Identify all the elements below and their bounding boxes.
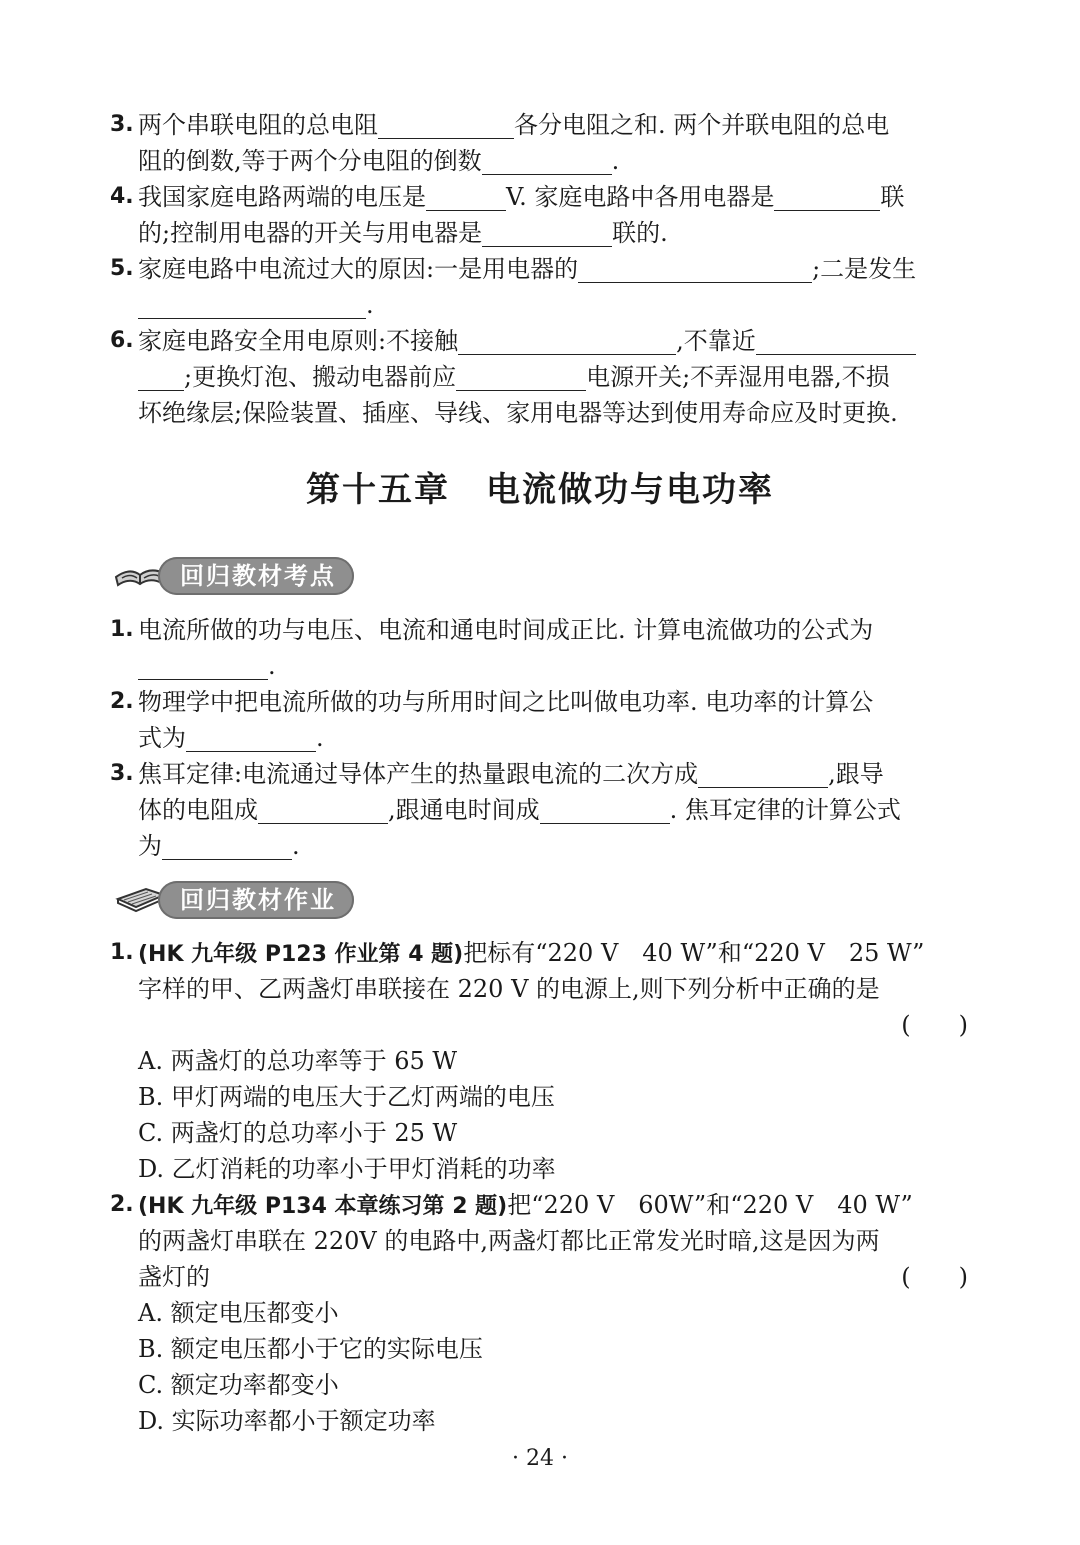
answer-parentheses[interactable]: ( ) — [901, 1263, 968, 1291]
s2-q1-answer-line — [0, 1007, 1080, 1043]
question-number: 5. — [110, 256, 134, 281]
answer-blank[interactable] — [426, 184, 506, 211]
s2-q2-line2 — [0, 1223, 1080, 1259]
question-number: 1. — [110, 940, 134, 965]
s1-q3-line1 — [0, 756, 1080, 792]
s2-q2-option-b — [0, 1331, 1080, 1367]
section-label: 回归教材考点 — [158, 557, 354, 595]
answer-blank[interactable] — [482, 148, 612, 175]
question-text: 字样的甲、乙两盏灯串联接在 220 V 的电源上,则下列分析中正确的是 — [138, 975, 880, 1003]
s2-q2-line1 — [0, 1187, 1080, 1223]
answer-blank[interactable] — [378, 112, 514, 139]
question-text: 家庭电路安全用电原则:不接触 — [138, 327, 459, 355]
answer-blank[interactable] — [482, 220, 612, 247]
choice-option[interactable]: D. 乙灯消耗的功率小于甲灯消耗的功率 — [138, 1155, 556, 1183]
s2-q2-option-d — [0, 1403, 1080, 1439]
answer-blank[interactable] — [186, 725, 316, 752]
section-label: 回归教材作业 — [158, 881, 354, 919]
s2-q1-line2 — [0, 971, 1080, 1007]
question-number: 6. — [110, 328, 134, 353]
s1-q2-line2 — [0, 720, 1080, 756]
answer-blank[interactable] — [774, 184, 880, 211]
question-reference: (HK 九年级 P123 作业第 4 题) — [138, 942, 464, 967]
choice-option[interactable]: B. 额定电压都小于它的实际电压 — [138, 1335, 483, 1363]
question-text: ;二是发生 — [812, 255, 917, 283]
question-text: ,跟导 — [828, 760, 884, 788]
question-text: 电流所做的功与电压、电流和通电时间成正比. 计算电流做功的公式为 — [138, 616, 874, 644]
question-text: 联 — [880, 183, 905, 211]
q4-line1 — [0, 179, 1080, 215]
page-number: · 24 · — [512, 1446, 568, 1471]
q5-line1 — [0, 251, 1080, 287]
answer-blank[interactable] — [578, 256, 812, 283]
question-text: . — [292, 832, 300, 860]
q4-line2 — [0, 215, 1080, 251]
q5-line2 — [0, 287, 1080, 323]
question-text: 物理学中把电流所做的功与所用时间之比叫做电功率. 电功率的计算公 — [138, 688, 874, 716]
question-number: 2. — [110, 1192, 134, 1217]
choice-option[interactable]: A. 两盏灯的总功率等于 65 W — [138, 1047, 458, 1075]
section-header-textbook-homework — [112, 880, 354, 920]
answer-blank[interactable] — [258, 797, 388, 824]
s2-q2-option-a — [0, 1295, 1080, 1331]
question-text: 的两盏灯串联在 220V 的电路中,两盏灯都比正常发光时暗,这是因为两 — [138, 1227, 880, 1255]
s1-q2-line1 — [0, 684, 1080, 720]
question-text: ,不靠近 — [676, 327, 756, 355]
q6-line1 — [0, 323, 1080, 359]
question-text: V. 家庭电路中各用电器是 — [506, 183, 775, 211]
s1-q3-line2 — [0, 792, 1080, 828]
question-text: ;更换灯泡、搬动电器前应 — [184, 363, 457, 391]
question-text: 焦耳定律:电流通过导体产生的热量跟电流的二次方成 — [138, 760, 699, 788]
s2-q1-line1 — [0, 935, 1080, 971]
answer-blank[interactable] — [138, 364, 184, 391]
question-text: . — [316, 724, 324, 752]
choice-option[interactable]: B. 甲灯两端的电压大于乙灯两端的电压 — [138, 1083, 555, 1111]
question-number: 3. — [110, 112, 134, 137]
choice-option[interactable]: C. 额定功率都变小 — [138, 1371, 339, 1399]
question-number: 2. — [110, 689, 134, 714]
s2-q2-option-c — [0, 1367, 1080, 1403]
question-text: 盏灯的 — [138, 1263, 210, 1291]
q3-line2 — [0, 143, 1080, 179]
question-text: . — [366, 291, 374, 319]
question-text: . 焦耳定律的计算公式 — [669, 796, 901, 824]
question-text: 坏绝缘层;保险装置、插座、导线、家用电器等达到使用寿命应及时更换. — [138, 399, 898, 427]
answer-blank[interactable] — [162, 833, 292, 860]
question-text: . — [268, 652, 276, 680]
question-text: ,跟通电时间成 — [388, 796, 540, 824]
question-text: 阻的倒数,等于两个分电阻的倒数 — [138, 147, 482, 175]
question-text: 体的电阻成 — [138, 796, 258, 824]
question-number: 4. — [110, 184, 134, 209]
question-reference: (HK 九年级 P134 本章练习第 2 题) — [138, 1194, 508, 1219]
s1-q3-line3 — [0, 828, 1080, 864]
section-header-textbook-points — [112, 556, 354, 596]
question-text: 电源开关;不弄湿用电器,不损 — [586, 363, 890, 391]
answer-parentheses[interactable]: ( ) — [901, 1011, 968, 1039]
s2-q1-option-c — [0, 1115, 1080, 1151]
question-text: 我国家庭电路两端的电压是 — [138, 183, 426, 211]
question-text: 的;控制用电器的开关与用电器是 — [138, 219, 483, 247]
question-text: 把标有“220 V 40 W”和“220 V 25 W” — [463, 939, 925, 967]
question-text: 联的. — [612, 219, 668, 247]
question-text: . — [611, 147, 620, 175]
s2-q2-line3 — [0, 1259, 1080, 1295]
question-number: 3. — [110, 761, 134, 786]
question-number: 1. — [110, 617, 134, 642]
question-text: 两个串联电阻的总电阻 — [138, 111, 378, 139]
answer-blank[interactable] — [456, 364, 586, 391]
answer-blank[interactable] — [540, 797, 670, 824]
chapter-title: 第十五章 电流做功与电功率 — [306, 470, 774, 510]
question-text: 式为 — [138, 724, 186, 752]
choice-option[interactable]: A. 额定电压都变小 — [138, 1299, 339, 1327]
answer-blank[interactable] — [138, 653, 268, 680]
question-text: 为 — [138, 832, 162, 860]
s2-q1-option-a — [0, 1043, 1080, 1079]
choice-option[interactable]: C. 两盏灯的总功率小于 25 W — [138, 1119, 458, 1147]
answer-blank[interactable] — [698, 761, 828, 788]
answer-blank[interactable] — [458, 328, 676, 355]
q6-line3 — [0, 395, 1080, 431]
s2-q1-option-b — [0, 1079, 1080, 1115]
s1-q1-line1 — [0, 612, 1080, 648]
s1-q1-line2 — [0, 648, 1080, 684]
question-text: 把“220 V 60W”和“220 V 40 W” — [507, 1191, 913, 1219]
question-text: 家庭电路中电流过大的原因:一是用电器的 — [138, 255, 579, 283]
q3-line1 — [0, 107, 1080, 143]
s2-q1-option-d — [0, 1151, 1080, 1187]
answer-blank[interactable] — [138, 292, 366, 319]
q6-line2 — [0, 359, 1080, 395]
answer-blank[interactable] — [756, 328, 916, 355]
question-text: 各分电阻之和. 两个并联电阻的总电 — [514, 111, 890, 139]
choice-option[interactable]: D. 实际功率都小于额定功率 — [138, 1407, 436, 1435]
